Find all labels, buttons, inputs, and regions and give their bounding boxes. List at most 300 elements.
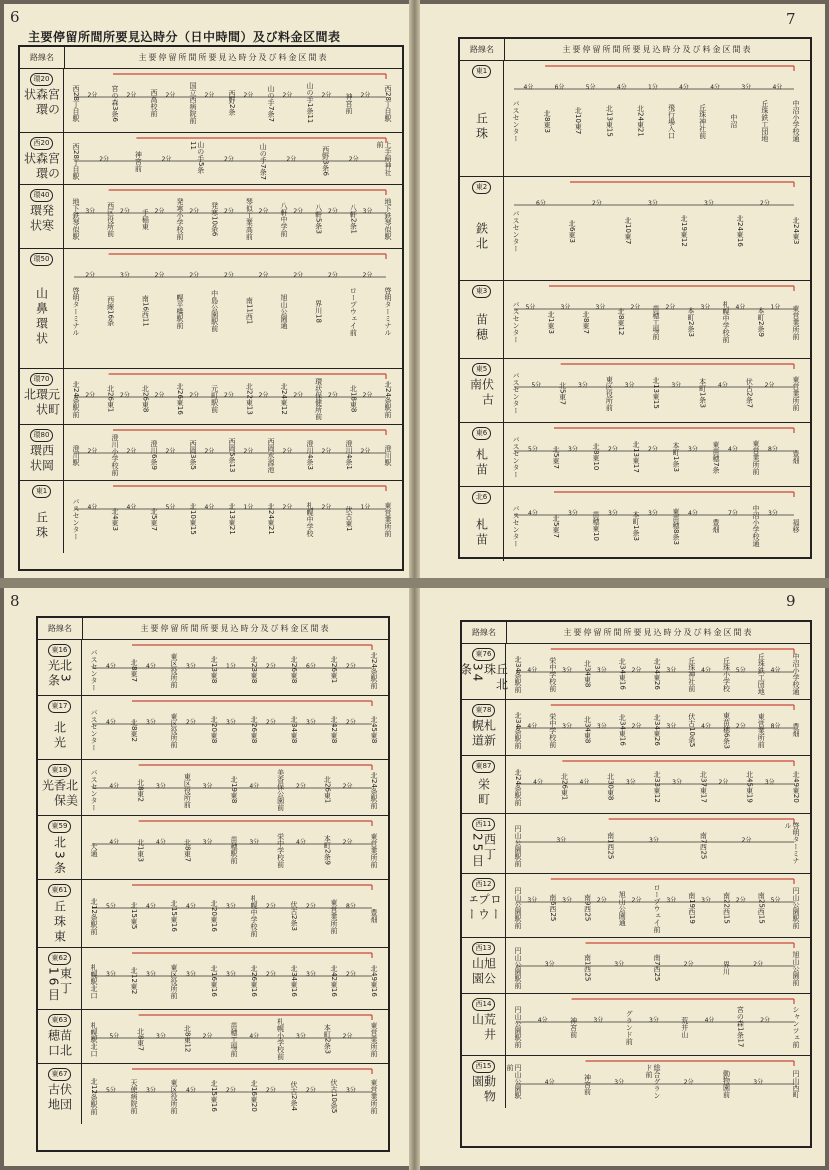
travel-minutes: 4分 bbox=[296, 839, 306, 846]
stop-name: 澄川小学校前 bbox=[111, 434, 119, 476]
page-8 bbox=[4, 588, 409, 1166]
route-name: 北光 bbox=[52, 721, 67, 751]
stop-name: 札幌中学校 bbox=[306, 501, 314, 537]
travel-minutes: 5分 bbox=[770, 897, 781, 904]
route-name: 丘珠 bbox=[34, 510, 49, 541]
stop-name: 北5東7 bbox=[150, 507, 158, 531]
travel-minutes: 3分 bbox=[672, 779, 682, 786]
stop-name: 北8東3 bbox=[543, 109, 552, 133]
stop-name: 北15東16 bbox=[210, 1080, 218, 1112]
route-diagram bbox=[506, 756, 810, 813]
route-label bbox=[460, 281, 504, 358]
route-label bbox=[20, 481, 64, 553]
travel-minutes: 5分 bbox=[525, 304, 536, 311]
stop-name: 東営業所前 bbox=[370, 1078, 378, 1114]
travel-minutes: 4分 bbox=[106, 719, 116, 726]
stop-name: 西28丁目駅 bbox=[384, 84, 392, 122]
travel-minutes: 4分 bbox=[679, 84, 689, 91]
travel-minutes: 4分 bbox=[146, 903, 156, 910]
travel-minutes: 2分 bbox=[243, 92, 254, 99]
stop-name: 宮の森3条6 bbox=[111, 84, 119, 122]
route-row bbox=[38, 640, 388, 696]
travel-minutes: 3分 bbox=[596, 667, 607, 674]
travel-minutes: 3分 bbox=[568, 446, 578, 453]
stop-name: 北13東17 bbox=[632, 441, 640, 473]
main-col-header: 主要停留所間所要見込時分及び料金区間表 bbox=[562, 45, 753, 54]
stop-name: 福移 bbox=[792, 519, 800, 533]
page-number: 9 bbox=[786, 592, 796, 610]
stop-name: 北5東7 bbox=[552, 514, 560, 538]
fare-lines bbox=[504, 177, 806, 281]
stop-name: 本町1条3 bbox=[698, 378, 707, 408]
travel-minutes: 3分 bbox=[578, 382, 588, 389]
stop-name: 美香保公園前 bbox=[276, 769, 285, 811]
travel-minutes: 2分 bbox=[282, 448, 293, 455]
travel-minutes: 7分 bbox=[728, 510, 738, 517]
stop-name: 苗穂駅前 bbox=[230, 836, 238, 864]
route-diagram bbox=[504, 487, 810, 561]
stop-name: 東営業所前 bbox=[384, 501, 392, 537]
travel-minutes: 3分 bbox=[560, 304, 571, 311]
stop-name: 北30東8 bbox=[606, 773, 615, 801]
travel-minutes: 4分 bbox=[701, 723, 711, 730]
stop-name: 山の手1条11 bbox=[306, 82, 314, 124]
route-name: 北3条 bbox=[52, 835, 67, 877]
route-label bbox=[38, 696, 82, 759]
stop-name: バスセンター bbox=[512, 301, 520, 343]
stop-name: 北33東12 bbox=[653, 771, 661, 803]
route-diagram bbox=[504, 281, 810, 358]
stop-name: 北24条駅前 bbox=[384, 380, 392, 418]
stop-name: 東営業所前 bbox=[792, 375, 800, 411]
stop-name: 琴似工業高前 bbox=[245, 198, 254, 240]
route-diagram bbox=[504, 423, 810, 486]
stop-name: 山の手7条7 bbox=[259, 142, 268, 180]
route-label bbox=[462, 700, 506, 755]
stop-name: 西岡水源池 bbox=[267, 437, 275, 473]
stop-name: 北13東15 bbox=[652, 377, 660, 409]
travel-minutes: 3分 bbox=[156, 1033, 166, 1040]
stop-name: バスセンター bbox=[72, 498, 80, 540]
travel-minutes: 2分 bbox=[592, 200, 602, 207]
route-code-badge: 西15 bbox=[472, 1060, 496, 1073]
travel-minutes: 2分 bbox=[362, 272, 373, 279]
travel-minutes: 4分 bbox=[106, 663, 116, 670]
travel-minutes: 2分 bbox=[154, 272, 165, 279]
route-row bbox=[20, 133, 402, 185]
route-diagram bbox=[82, 640, 388, 695]
route-row bbox=[460, 487, 810, 561]
route-row bbox=[462, 814, 810, 874]
stop-name: 北10東7 bbox=[624, 217, 632, 245]
route-name: 宮の森環状 bbox=[22, 88, 61, 118]
travel-minutes: 4分 bbox=[249, 1033, 260, 1040]
stop-name: 伏古10条5 bbox=[330, 1078, 338, 1114]
stop-name: 北24条駅前 bbox=[370, 771, 378, 809]
stop-name: 東営業所前 bbox=[757, 712, 766, 748]
route-col-header: 路線名 bbox=[462, 622, 507, 643]
route-row bbox=[38, 760, 388, 816]
travel-minutes: 3分 bbox=[120, 272, 130, 279]
stop-name: グランド前 bbox=[625, 1009, 634, 1045]
travel-minutes: 3分 bbox=[568, 510, 578, 517]
travel-minutes: 5分 bbox=[106, 903, 116, 910]
travel-minutes: 4分 bbox=[156, 839, 166, 846]
route-row bbox=[460, 423, 810, 487]
route-diagram bbox=[506, 1056, 810, 1108]
stop-name: バスセンター bbox=[512, 210, 520, 252]
travel-minutes: 4分 bbox=[616, 84, 627, 91]
travel-minutes: 5分 bbox=[735, 667, 746, 674]
stop-name: 南6西25 bbox=[548, 894, 557, 922]
stop-name: 神宮前 bbox=[569, 1016, 578, 1038]
travel-minutes: 2分 bbox=[224, 156, 234, 163]
travel-minutes: 6分 bbox=[536, 200, 546, 207]
route-diagram bbox=[506, 700, 810, 755]
travel-minutes: 2分 bbox=[258, 208, 269, 215]
travel-minutes: 3分 bbox=[624, 382, 635, 389]
route-code-badge: 東61 bbox=[48, 884, 72, 897]
travel-minutes: 2分 bbox=[99, 156, 110, 163]
travel-minutes: 3分 bbox=[648, 510, 658, 517]
stop-name: 南19西19 bbox=[687, 892, 696, 924]
travel-minutes: 3分 bbox=[741, 84, 752, 91]
stop-name: 丘珠鉄工団地 bbox=[757, 653, 766, 695]
stop-name: 澄川駅 bbox=[72, 444, 80, 466]
stop-name: 札幌小学校前 bbox=[276, 1018, 285, 1060]
route-row bbox=[462, 938, 810, 994]
travel-minutes: 3分 bbox=[700, 304, 711, 311]
stop-name: 動物園前 bbox=[722, 1070, 731, 1098]
travel-minutes: 3分 bbox=[146, 1087, 156, 1094]
route-row bbox=[462, 874, 810, 938]
travel-minutes: 4分 bbox=[688, 510, 698, 517]
stop-name: 天使病院前 bbox=[130, 1078, 138, 1114]
stop-name: 北34条駅前 bbox=[514, 655, 522, 693]
travel-minutes: 2分 bbox=[282, 504, 293, 511]
route-name: 札苗 bbox=[474, 448, 489, 478]
travel-minutes: 3分 bbox=[704, 200, 714, 207]
travel-minutes: 2分 bbox=[224, 208, 234, 215]
travel-minutes: 2分 bbox=[204, 92, 215, 99]
travel-minutes: 2分 bbox=[85, 272, 96, 279]
route-name: 伏団古地 bbox=[46, 1083, 73, 1113]
travel-minutes: 8分 bbox=[768, 446, 778, 453]
travel-minutes: 2分 bbox=[342, 783, 353, 790]
stop-name: 幌平橋駅前 bbox=[176, 293, 184, 329]
travel-minutes: 3分 bbox=[608, 510, 618, 517]
route-label bbox=[460, 359, 504, 422]
travel-minutes: 2分 bbox=[346, 719, 356, 726]
table-header bbox=[38, 618, 388, 640]
stop-name: 南7西25 bbox=[699, 832, 708, 860]
stop-name: 八軒5条3 bbox=[314, 204, 323, 234]
route-label bbox=[20, 133, 64, 184]
route-code-badge: 環70 bbox=[30, 373, 54, 386]
stop-name: 伏古10条5 bbox=[687, 712, 696, 748]
travel-minutes: 2分 bbox=[760, 1017, 771, 1024]
route-name: 札苗 bbox=[474, 517, 489, 548]
stop-name: 北24条駅前 bbox=[72, 380, 80, 418]
route-row bbox=[38, 816, 388, 880]
travel-minutes: 5分 bbox=[528, 446, 538, 453]
travel-minutes: 4分 bbox=[770, 667, 781, 674]
route-code-badge: 東1 bbox=[472, 65, 491, 78]
stop-name: 環状保健所前 bbox=[314, 378, 323, 420]
travel-minutes: 3分 bbox=[226, 971, 236, 978]
travel-minutes: 5分 bbox=[531, 382, 542, 389]
main-col-header: 主要停留所間所要見込時分及び料金区間表 bbox=[140, 624, 331, 633]
stop-name: 発寒10条6 bbox=[210, 201, 219, 237]
route-label bbox=[20, 369, 64, 424]
travel-minutes: 3分 bbox=[625, 779, 636, 786]
route-diagram bbox=[506, 874, 810, 937]
stop-name: 北42東16 bbox=[330, 965, 338, 997]
stop-name: 澄川4条1 bbox=[345, 440, 353, 470]
route-diagram bbox=[506, 644, 810, 699]
travel-minutes: 2分 bbox=[306, 1087, 316, 1094]
scan-gap bbox=[0, 578, 829, 588]
travel-minutes: 4分 bbox=[186, 1087, 196, 1094]
stop-name: 栄中学校前 bbox=[276, 832, 285, 868]
travel-minutes: 2分 bbox=[87, 92, 98, 99]
travel-minutes: 3分 bbox=[556, 837, 567, 844]
travel-minutes: 3分 bbox=[562, 723, 572, 730]
travel-minutes: 4分 bbox=[772, 84, 783, 91]
travel-minutes: 4分 bbox=[109, 783, 120, 790]
stop-name: 手稲東 bbox=[141, 208, 150, 230]
route-row bbox=[38, 880, 388, 948]
travel-minutes: 3分 bbox=[671, 382, 682, 389]
table-header bbox=[460, 39, 810, 61]
stop-name: 中沼小学校通 bbox=[792, 100, 800, 142]
route-table bbox=[460, 620, 812, 1148]
travel-minutes: 2分 bbox=[631, 723, 642, 730]
stop-name: 北10東7 bbox=[574, 107, 583, 135]
route-diagram bbox=[82, 696, 388, 759]
page-6 bbox=[4, 4, 409, 578]
stop-name: 中沼小学校通 bbox=[752, 505, 760, 547]
stop-name: 飛行場入口 bbox=[667, 103, 676, 139]
travel-minutes: 2分 bbox=[630, 304, 641, 311]
stop-name: 西28丁目駅 bbox=[72, 84, 80, 122]
route-code-badge: 環20 bbox=[30, 73, 54, 86]
travel-minutes: 2分 bbox=[306, 903, 316, 910]
stop-name: 円山公園駅前 bbox=[514, 887, 522, 929]
stop-name: ロープウェイ前 bbox=[349, 286, 358, 336]
travel-minutes: 3分 bbox=[544, 961, 555, 968]
route-diagram bbox=[64, 249, 402, 368]
stop-name: 豊畑 bbox=[792, 723, 800, 737]
route-row bbox=[38, 1010, 388, 1064]
stop-name: バスセンター bbox=[90, 769, 98, 811]
stop-name: 北19東8 bbox=[230, 776, 238, 804]
route-code-badge: 東6 bbox=[472, 427, 491, 440]
route-code-badge: 東18 bbox=[48, 764, 72, 777]
stop-name: 北24東21 bbox=[267, 503, 275, 535]
route-code-badge: 北6 bbox=[472, 491, 491, 504]
travel-minutes: 2分 bbox=[266, 719, 276, 726]
route-row bbox=[20, 425, 402, 481]
stop-name: 西線16条 bbox=[106, 296, 115, 326]
travel-minutes: 2分 bbox=[258, 272, 269, 279]
travel-minutes: 2分 bbox=[266, 903, 276, 910]
route-code-badge: 西13 bbox=[472, 942, 496, 955]
stop-name: 伏古2条7 bbox=[745, 378, 754, 408]
travel-minutes: 2分 bbox=[224, 272, 234, 279]
page-number: 7 bbox=[786, 10, 796, 28]
stop-name: 本町1条3 bbox=[672, 442, 680, 472]
travel-minutes: 3分 bbox=[666, 667, 677, 674]
stop-name: 北8東10 bbox=[592, 443, 600, 471]
route-label bbox=[460, 177, 504, 280]
travel-minutes: 5分 bbox=[585, 84, 596, 91]
stop-name: 円山公園駅前 bbox=[514, 947, 522, 989]
route-code-badge: 東5 bbox=[472, 363, 491, 376]
stop-name: 北20東8 bbox=[210, 716, 218, 744]
travel-minutes: 3分 bbox=[593, 1017, 604, 1024]
route-name: 旭公山園 bbox=[470, 957, 497, 987]
route-row bbox=[462, 700, 810, 756]
route-name: 山鼻環状 bbox=[34, 287, 49, 347]
route-label bbox=[20, 185, 64, 248]
travel-minutes: 5分 bbox=[109, 1033, 120, 1040]
travel-minutes: 2分 bbox=[328, 392, 338, 399]
stop-name: 栄中学校前 bbox=[548, 712, 557, 748]
stop-name: 北24東16 bbox=[736, 215, 744, 247]
travel-minutes: 2分 bbox=[243, 448, 254, 455]
route-diagram bbox=[82, 880, 388, 947]
stop-name: 苗穂工場前 bbox=[652, 304, 660, 340]
route-diagram bbox=[504, 61, 810, 176]
travel-minutes: 3分 bbox=[764, 779, 775, 786]
stop-name: 北12条駅前 bbox=[90, 897, 98, 935]
route-name: 元町環状北 bbox=[22, 388, 61, 418]
stop-name: 荒井山 bbox=[680, 1016, 689, 1038]
route-label bbox=[38, 816, 82, 879]
route-name: 荒井山 bbox=[470, 1013, 497, 1043]
travel-minutes: 2分 bbox=[266, 1087, 276, 1094]
travel-minutes: 2分 bbox=[683, 961, 694, 968]
stop-name: 丘珠神社前 bbox=[687, 656, 696, 692]
stop-name: 南16西11 bbox=[141, 295, 150, 327]
stop-name: ロープウェイ前 bbox=[653, 883, 661, 933]
stop-name: 本町2条9 bbox=[323, 835, 332, 865]
route-diagram bbox=[82, 760, 388, 815]
travel-minutes: 2分 bbox=[596, 897, 607, 904]
stop-name: 北26東8 bbox=[290, 656, 298, 684]
stop-name: 北34東8 bbox=[290, 716, 298, 744]
travel-minutes: 2分 bbox=[328, 272, 338, 279]
travel-minutes: 1分 bbox=[226, 663, 236, 670]
travel-minutes: 3分 bbox=[306, 719, 316, 726]
stop-name: 八軒2条1 bbox=[349, 204, 358, 234]
route-code-badge: 東78 bbox=[472, 704, 496, 717]
stop-name: 北8東12 bbox=[617, 308, 625, 336]
stop-name: 東区役所前 bbox=[170, 712, 178, 748]
stop-name: 山の手5条11 bbox=[188, 141, 205, 174]
stop-name: 北24東3 bbox=[792, 217, 800, 245]
route-name: ロープウェー bbox=[464, 893, 503, 923]
route-name: 発寒環状 bbox=[28, 204, 55, 234]
stop-name: 苗穂東10 bbox=[592, 511, 600, 541]
route-col-header: 路線名 bbox=[460, 39, 505, 60]
route-diagram bbox=[64, 185, 402, 248]
travel-minutes: 2分 bbox=[760, 200, 770, 207]
route-label bbox=[20, 249, 64, 368]
travel-minutes: 2分 bbox=[764, 382, 775, 389]
travel-minutes: 3分 bbox=[562, 667, 572, 674]
stop-name: 北23東8 bbox=[250, 656, 258, 684]
route-diagram bbox=[506, 814, 810, 873]
stop-name: 啓明ターミナル bbox=[784, 822, 800, 864]
travel-minutes: 2分 bbox=[293, 272, 304, 279]
route-diagram bbox=[504, 359, 810, 422]
route-diagram bbox=[82, 816, 388, 879]
travel-minutes: 4分 bbox=[579, 779, 590, 786]
travel-minutes: 2分 bbox=[342, 839, 353, 846]
travel-minutes: 4分 bbox=[728, 446, 738, 453]
travel-minutes: 4分 bbox=[537, 1017, 548, 1024]
route-diagram bbox=[64, 369, 402, 424]
travel-minutes: 2分 bbox=[202, 1033, 213, 1040]
travel-minutes: 2分 bbox=[224, 392, 234, 399]
stop-name: 丘珠小学校 bbox=[722, 656, 731, 692]
travel-minutes: 4分 bbox=[126, 504, 137, 511]
stop-name: シャンツェ前 bbox=[792, 1006, 800, 1048]
route-label bbox=[458, 644, 509, 699]
stop-name: 旭山公園通 bbox=[280, 293, 288, 329]
stop-name: 西区役所前 bbox=[106, 201, 115, 237]
travel-minutes: 4分 bbox=[701, 667, 711, 674]
stop-name: 神宮前 bbox=[134, 150, 143, 172]
page-heading: 主要停留所間所要見込時分（日中時間）及び料金区間表 bbox=[28, 30, 341, 44]
route-row bbox=[460, 281, 810, 359]
travel-minutes: 1分 bbox=[360, 504, 371, 511]
travel-minutes: 3分 bbox=[648, 200, 658, 207]
stop-name: 伏古2条4 bbox=[290, 1081, 298, 1111]
route-diagram bbox=[504, 177, 810, 280]
travel-minutes: 5分 bbox=[165, 504, 176, 511]
route-diagram bbox=[64, 425, 402, 480]
stop-name: 北1東3 bbox=[547, 310, 555, 334]
route-label bbox=[462, 874, 506, 937]
travel-minutes: 4分 bbox=[109, 839, 120, 846]
stop-name: 北49東16 bbox=[370, 965, 378, 997]
route-row bbox=[20, 69, 402, 133]
stop-name: バスセンター bbox=[512, 100, 520, 142]
stop-name: 札幌駅北口 bbox=[90, 1021, 98, 1057]
travel-minutes: 3分 bbox=[156, 783, 166, 790]
stop-name: 北24東12 bbox=[280, 383, 288, 415]
travel-minutes: 4分 bbox=[146, 663, 156, 670]
route-code-badge: 東63 bbox=[48, 1014, 72, 1027]
travel-minutes: 2分 bbox=[648, 446, 658, 453]
travel-minutes: 2分 bbox=[328, 208, 338, 215]
stop-name: 西岡5条13 bbox=[228, 437, 236, 473]
travel-minutes: 2分 bbox=[282, 92, 293, 99]
travel-minutes: 6分 bbox=[306, 663, 316, 670]
route-row bbox=[20, 481, 402, 553]
route-code-badge: 東62 bbox=[48, 952, 72, 965]
route-diagram bbox=[506, 938, 810, 993]
stop-name: 界川18 bbox=[314, 299, 323, 323]
travel-minutes: 3分 bbox=[753, 1079, 764, 1086]
stop-name: 南22西15 bbox=[722, 892, 731, 924]
stop-name: 北8東7 bbox=[183, 838, 192, 862]
route-row bbox=[38, 948, 388, 1010]
stop-name: 北37東17 bbox=[699, 771, 708, 803]
